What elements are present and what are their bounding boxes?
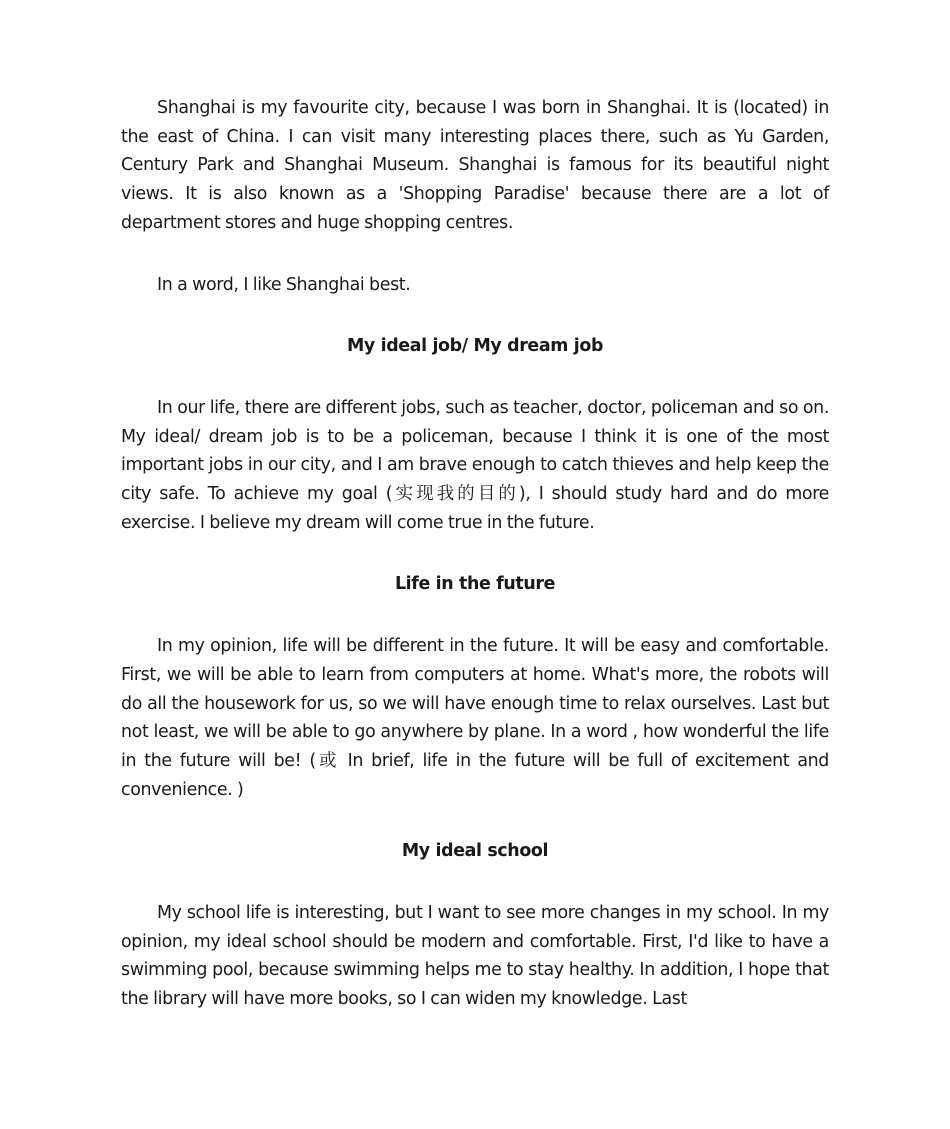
spacer: [121, 238, 829, 271]
ideal-job-heading: My ideal job/ My dream job: [346, 336, 604, 357]
future-life-heading: Life in the future: [394, 574, 556, 595]
spacer: [121, 866, 829, 899]
spacer: [121, 804, 829, 837]
document-page: [121, 94, 829, 1014]
shanghai-conclusion: In a word, I like Shanghai best.: [157, 274, 411, 295]
spacer: [121, 599, 829, 632]
ideal-school-heading: My ideal school: [401, 841, 549, 862]
spacer: [121, 299, 829, 332]
ideal-school-paragraph: My school life is interesting, but I want to see more changes in my school. In my opinion, my ideal school should be modern and comfortable. First, I'd like to have a swimming pool, because swimming helps me to stay healthy. In addition, I hope that the library will have more books, so I can widen my knowledge. Last: [121, 903, 829, 1010]
spacer: [121, 537, 829, 570]
ideal-job-paragraph: In our life, there are different jobs, such as teacher, doctor, policeman and so on. My ideal/ dream job is to be a policeman, because I think it is one of the most important jobs in our city, and I am brave enough to catch thieves and help keep the city safe. To achieve my goal (实现我的目的), I should study hard and do more exercise. I believe my dream will come true in the future.: [121, 397, 829, 533]
future-life-paragraph: In my opinion, life will be different in the future. It will be easy and comfortable. First, we will be able to learn from computers at home. What's more, the robots will do all the housework for us, so we will have enough time to relax ourselves. Last but not least, we will be able to go anywhere by plane. In a word , how wonderful the life in the future will be! (或 In brief, life in the future will be full of excitement and convenience. ): [121, 636, 829, 800]
spacer: [121, 361, 829, 394]
shanghai-paragraph: Shanghai is my favourite city, because I was born in Shanghai. It is (located) in the east of China. I can visit many interesting places there, such as Yu Garden, Century Park and Shanghai Museum. Shanghai is famous for its beautiful night views. It is also known as a 'Shopping Paradise' because there are a lot of department stores and huge shopping centres.: [121, 98, 829, 233]
